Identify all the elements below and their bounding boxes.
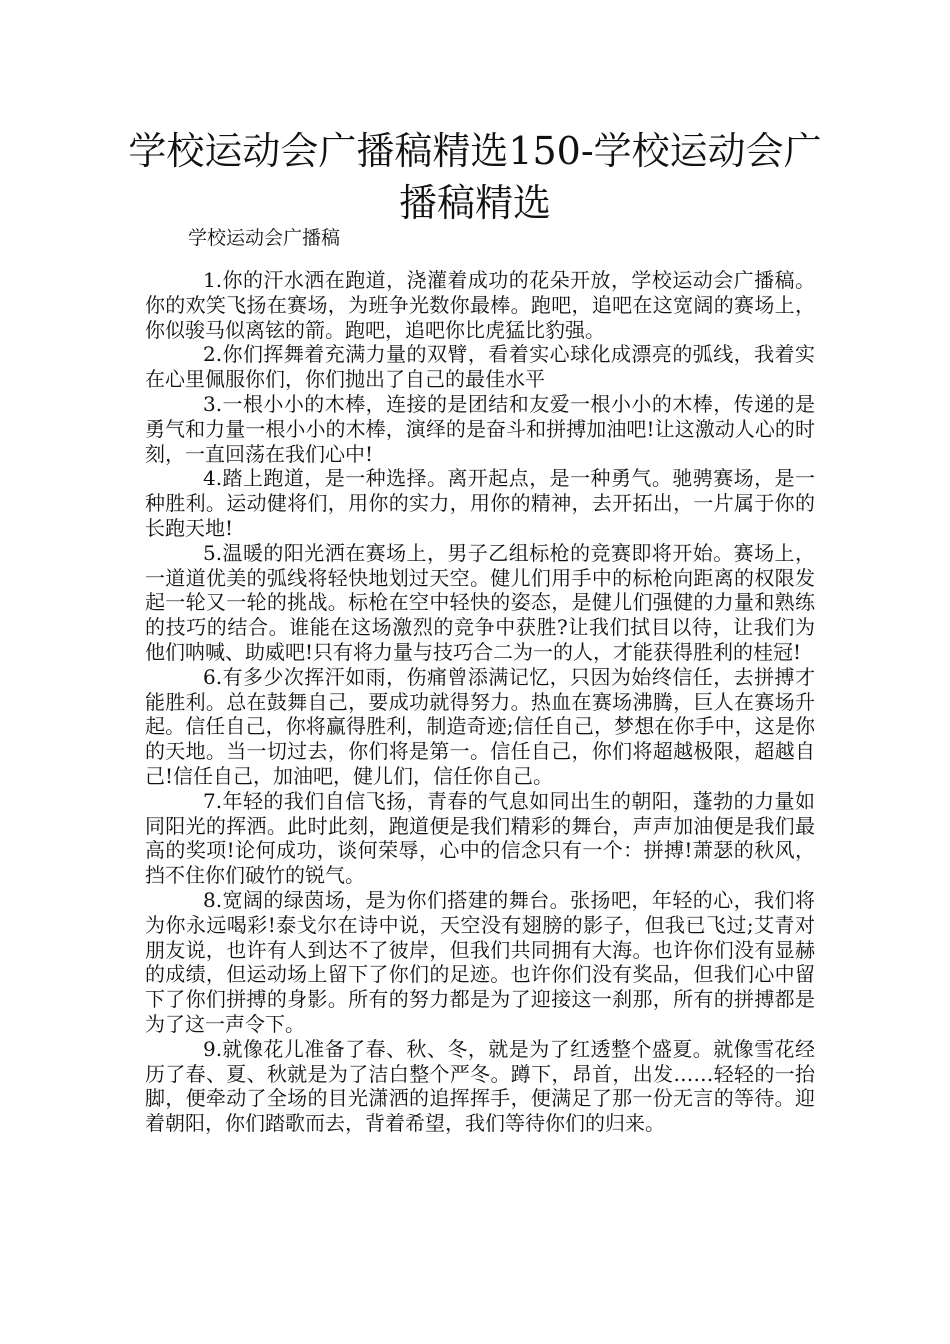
paragraph-8: 8.宽阔的绿茵场，是为你们搭建的舞台。张扬吧，年轻的心，我们将为你永远喝彩!泰戈尔在诗中说，天空没有翅膀的影子，但我已飞过;艾青对朋友说，也许有人到达不了彼岸，但我们共同拥有大海。也许你们没有显赫的成绩，但运动场上留下了你们的足迹。也许你们没有奖品，但我们心中留下了你们拼搏的身影。所有的努力都是为了迎接这一刹那，所有的拼搏都是为了这一声令下。 (145, 887, 815, 1036)
document-subtitle: 学校运动会广播稿 (188, 227, 341, 249)
paragraph-7: 7.年轻的我们自信飞扬，青春的气息如同出生的朝阳，蓬勃的力量如同阳光的挥洒。此时此刻，跑道便是我们精彩的舞台，声声加油便是我们最高的奖项!论何成功，谈何荣辱，心中的信念只有一个：拼搏!萧瑟的秋风，挡不住你们破竹的锐气。 (145, 788, 815, 888)
paragraph-4: 4.踏上跑道，是一种选择。离开起点，是一种勇气。驰骋赛场，是一种胜利。运动健将们，用你的实力，用你的精神，去开拓出，一片属于你的长跑天地! (145, 466, 815, 540)
paragraph-5: 5.温暖的阳光洒在赛场上，男子乙组标枪的竞赛即将开始。赛场上，一道道优美的弧线将轻快地划过天空。健儿们用手中的标枪向距离的权限发起一轮又一轮的挑战。标枪在空中轻快的姿态，是健儿们强健的力量和熟练的技巧的结合。谁能在这场激烈的竞争中获胜?让我们拭目以待，让我们为他们呐喊、助威吧!只有将力量与技巧合二为一的人，才能获得胜利的桂冠! (145, 540, 815, 664)
paragraph-3: 3.一根小小的木棒，连接的是团结和友爱一根小小的木棒，传递的是勇气和力量一根小小的木棒，演绎的是奋斗和拼搏加油吧!让这激动人心的时刻，一直回荡在我们心中! (145, 391, 815, 466)
paragraph-1: 1.你的汗水洒在跑道，浇灌着成功的花朵开放，学校运动会广播稿。你的欢笑飞扬在赛场，为班争光数你最棒。跑吧，追吧在这宽阔的赛场上，你似骏马似离铉的箭。跑吧，追吧你比虎猛比豹强。 (145, 268, 815, 342)
document-title: 学校运动会广播稿精选150-学校运动会广播稿精选 (128, 129, 822, 225)
document-body (145, 268, 815, 1136)
paragraph-2: 2.你们挥舞着充满力量的双臂，看着实心球化成漂亮的弧线，我着实在心里佩服你们，你们抛出了自己的最佳水平 (145, 342, 815, 392)
paragraph-6: 6.有多少次挥汗如雨，伤痛曾添满记忆，只因为始终信任，去拼搏才能胜利。总在鼓舞自己，要成功就得努力。热血在赛场沸腾，巨人在赛场升起。信任自己，你将赢得胜利，制造奇迹;信任自己，梦想在你手中，这是你的天地。当一切过去，你们将是第一。信任自己，你们将超越极限，超越自己!信任自己，加油吧，健儿们，信任你自己。 (145, 664, 815, 788)
paragraph-9: 9.就像花儿准备了春、秋、冬，就是为了红透整个盛夏。就像雪花经历了春、夏、秋就是为了洁白整个严冬。蹲下，昂首，出发……轻轻的一抬脚，便牵动了全场的目光潇洒的追挥挥手，便满足了那一份无言的等待。迎着朝阳，你们踏歌而去，背着希望，我们等待你们的归来。 (145, 1036, 815, 1136)
